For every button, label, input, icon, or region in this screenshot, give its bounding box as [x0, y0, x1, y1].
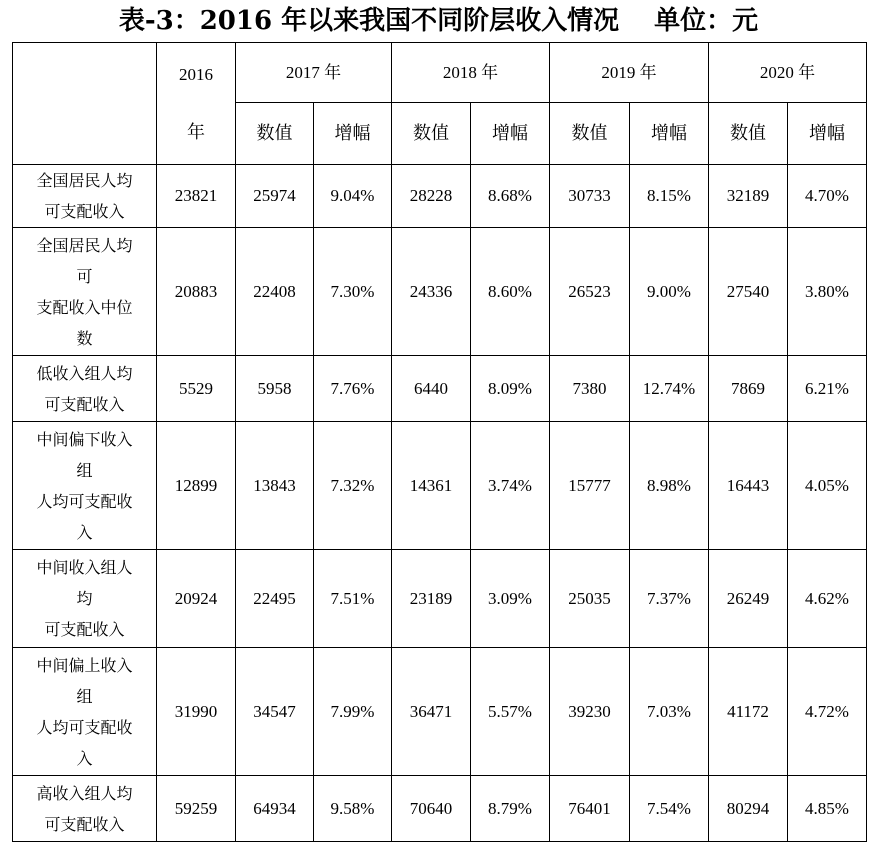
cell-value: 22495 — [236, 550, 314, 648]
row-label: 高收入组人均 可支配收入 — [13, 776, 157, 842]
cell-growth: 8.98% — [630, 422, 709, 550]
subheader-value: 数值 — [236, 103, 314, 165]
cell-growth: 7.30% — [314, 228, 392, 356]
cell-growth: 4.85% — [788, 776, 867, 842]
cell-growth: 9.58% — [314, 776, 392, 842]
cell-value: 30733 — [550, 165, 630, 228]
subheader-value: 数值 — [392, 103, 471, 165]
cell-value: 24336 — [392, 228, 471, 356]
table-row — [13, 356, 867, 422]
table-row — [13, 550, 867, 648]
cell-value: 70640 — [392, 776, 471, 842]
cell-value: 76401 — [550, 776, 630, 842]
cell-growth: 8.15% — [630, 165, 709, 228]
cell-value: 39230 — [550, 648, 630, 776]
table-row — [13, 165, 867, 228]
cell-2016-value: 23821 — [157, 165, 236, 228]
cell-value: 27540 — [709, 228, 788, 356]
year-2016-number: 2016 — [179, 64, 213, 84]
cell-value: 7869 — [709, 356, 788, 422]
cell-growth: 7.37% — [630, 550, 709, 648]
table-row — [13, 776, 867, 842]
subheader-value: 数值 — [709, 103, 788, 165]
cell-growth: 9.00% — [630, 228, 709, 356]
cell-value: 34547 — [236, 648, 314, 776]
cell-value: 80294 — [709, 776, 788, 842]
cell-growth: 7.51% — [314, 550, 392, 648]
cell-growth: 8.09% — [471, 356, 550, 422]
cell-2016-value: 59259 — [157, 776, 236, 842]
cell-growth: 4.05% — [788, 422, 867, 550]
cell-value: 25974 — [236, 165, 314, 228]
cell-growth: 7.03% — [630, 648, 709, 776]
cell-value: 14361 — [392, 422, 471, 550]
page-title: 表-3：2016 年以来我国不同阶层收入情况 单位：元 — [118, 6, 759, 36]
row-label: 低收入组人均 可支配收入 — [13, 356, 157, 422]
year-2016-suffix: 年 — [187, 121, 205, 143]
corner-cell — [13, 43, 157, 165]
year-2017-header: 2017 年 — [236, 43, 392, 103]
cell-value: 16443 — [709, 422, 788, 550]
cell-growth: 7.32% — [314, 422, 392, 550]
row-label: 全国居民人均 可支配收入 — [13, 165, 157, 228]
row-label: 中间偏上收入 组 人均可支配收 入 — [13, 648, 157, 776]
cell-2016-value: 12899 — [157, 422, 236, 550]
cell-growth: 3.09% — [471, 550, 550, 648]
year-2020-header: 2020 年 — [709, 43, 867, 103]
cell-value: 25035 — [550, 550, 630, 648]
cell-value: 7380 — [550, 356, 630, 422]
cell-2016-value: 20883 — [157, 228, 236, 356]
cell-growth: 9.04% — [314, 165, 392, 228]
cell-growth: 3.80% — [788, 228, 867, 356]
cell-value: 28228 — [392, 165, 471, 228]
cell-growth: 12.74% — [630, 356, 709, 422]
cell-value: 13843 — [236, 422, 314, 550]
cell-growth: 5.57% — [471, 648, 550, 776]
cell-value: 32189 — [709, 165, 788, 228]
cell-growth: 6.21% — [788, 356, 867, 422]
subheader-growth: 增幅 — [788, 103, 867, 165]
cell-2016-value: 5529 — [157, 356, 236, 422]
cell-value: 26523 — [550, 228, 630, 356]
table-row — [13, 228, 867, 356]
row-label: 全国居民人均 可 支配收入中位 数 — [13, 228, 157, 356]
cell-growth: 7.99% — [314, 648, 392, 776]
row-label: 中间收入组人 均 可支配收入 — [13, 550, 157, 648]
row-label: 中间偏下收入 组 人均可支配收 入 — [13, 422, 157, 550]
table-row — [13, 648, 867, 776]
cell-value: 5958 — [236, 356, 314, 422]
cell-2016-value: 20924 — [157, 550, 236, 648]
table-row — [13, 422, 867, 550]
cell-value: 64934 — [236, 776, 314, 842]
income-table — [12, 42, 867, 842]
cell-value: 6440 — [392, 356, 471, 422]
cell-growth: 8.60% — [471, 228, 550, 356]
cell-value: 22408 — [236, 228, 314, 356]
cell-growth: 4.72% — [788, 648, 867, 776]
cell-value: 41172 — [709, 648, 788, 776]
cell-value: 36471 — [392, 648, 471, 776]
cell-growth: 7.54% — [630, 776, 709, 842]
cell-growth: 4.70% — [788, 165, 867, 228]
cell-growth: 7.76% — [314, 356, 392, 422]
subheader-growth: 增幅 — [471, 103, 550, 165]
year-2019-header: 2019 年 — [550, 43, 709, 103]
year-2016-header — [157, 43, 236, 165]
subheader-value: 数值 — [550, 103, 630, 165]
subheader-growth: 增幅 — [630, 103, 709, 165]
cell-value: 23189 — [392, 550, 471, 648]
subheader-growth: 增幅 — [314, 103, 392, 165]
cell-growth: 3.74% — [471, 422, 550, 550]
cell-growth: 4.62% — [788, 550, 867, 648]
cell-2016-value: 31990 — [157, 648, 236, 776]
year-2018-header: 2018 年 — [392, 43, 550, 103]
cell-value: 26249 — [709, 550, 788, 648]
cell-value: 15777 — [550, 422, 630, 550]
cell-growth: 8.68% — [471, 165, 550, 228]
cell-growth: 8.79% — [471, 776, 550, 842]
